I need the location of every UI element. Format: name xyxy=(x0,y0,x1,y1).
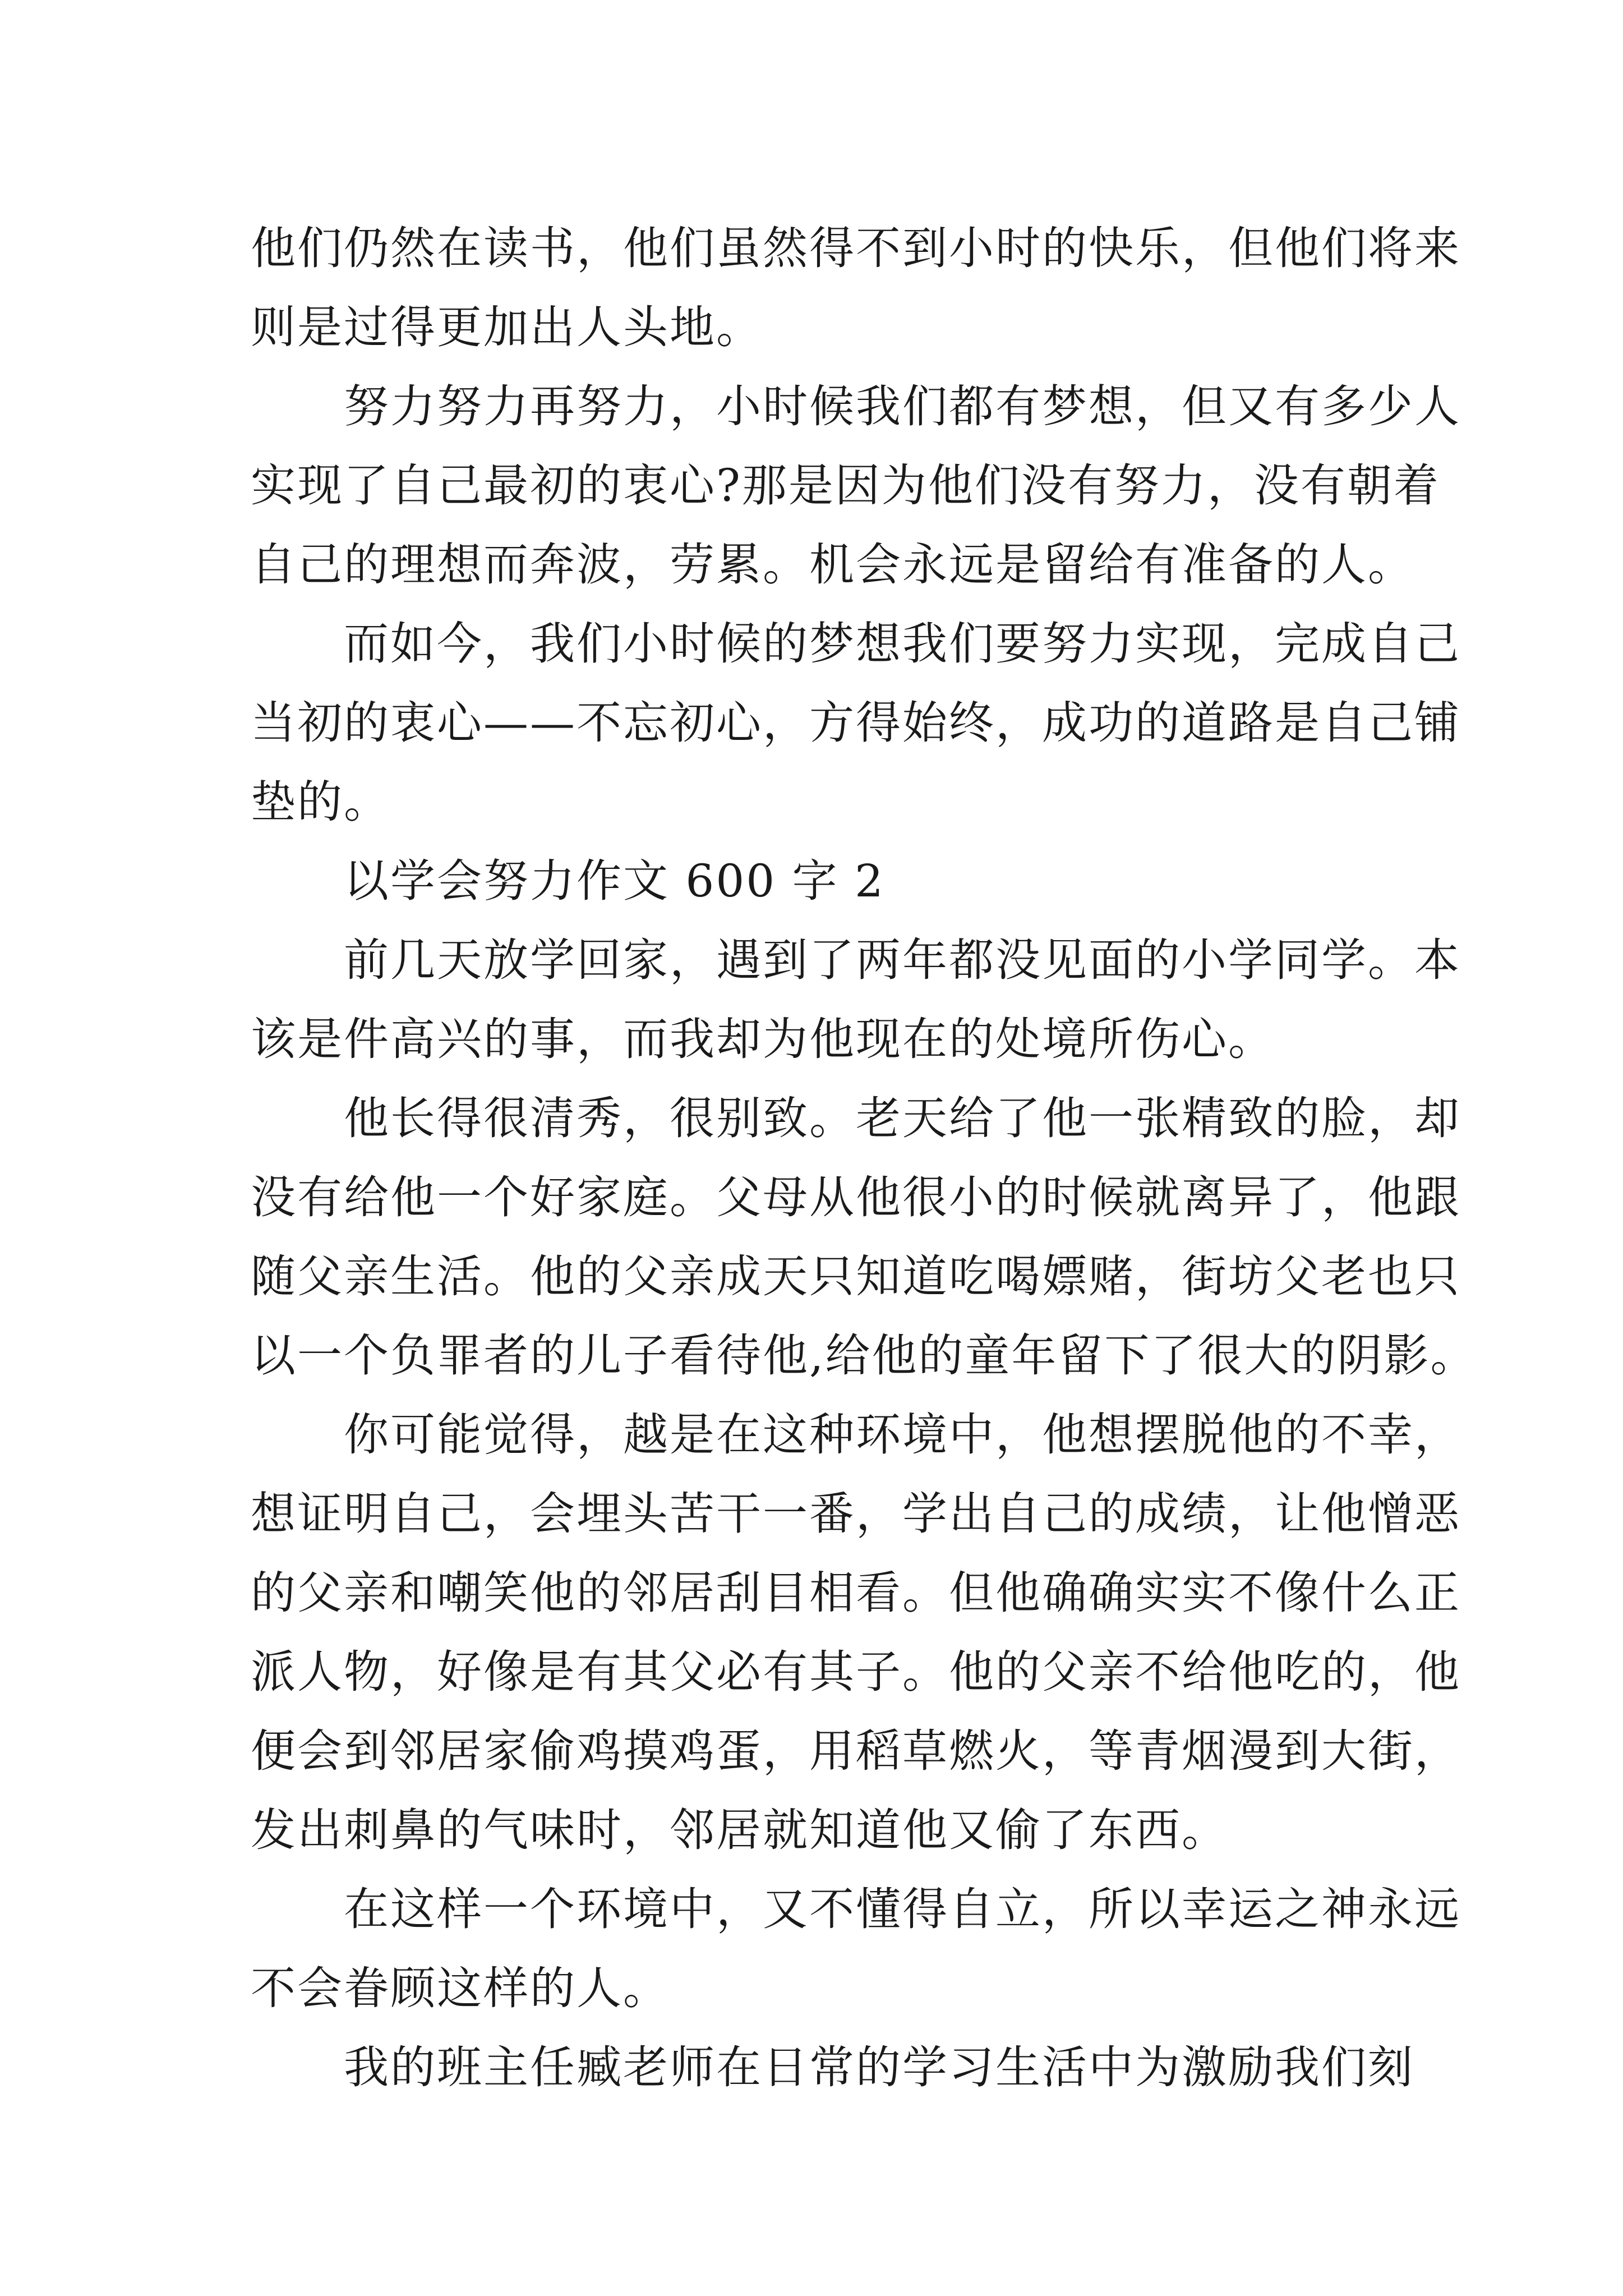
text-line: 随父亲生活。他的父亲成天只知道吃喝嫖赌，街坊父老也只 xyxy=(251,1250,1461,1303)
text-line: 努力努力再努力，小时候我们都有梦想，但又有多少人 xyxy=(251,380,1461,432)
text-line: 前几天放学回家，遇到了两年都没见面的小学同学。本 xyxy=(251,934,1461,986)
text-line: 的父亲和嘲笑他的邻居刮目相看。但他确确实实不像什么正 xyxy=(251,1567,1461,1619)
text-line: 不会眷顾这样的人。 xyxy=(251,1962,670,2014)
text-line: 该是件高兴的事，而我却为他现在的处境所伤心。 xyxy=(251,1013,1275,1065)
section-heading: 以学会努力作文 600 字 2 xyxy=(251,855,885,907)
text-line: 想证明自己，会埋头苦干一番，学出自己的成绩，让他憎恶 xyxy=(251,1488,1461,1540)
text-line: 便会到邻居家偷鸡摸鸡蛋，用稻草燃火，等青烟漫到大街， xyxy=(251,1725,1461,1777)
text-line: 发出刺鼻的气味时，邻居就知道他又偷了东西。 xyxy=(251,1804,1228,1856)
text-line: 实现了自己最初的衷心?那是因为他们没有努力，没有朝着 xyxy=(251,459,1440,512)
text-line: 以一个负罪者的儿子看待他,给他的童年留下了很大的阴影。 xyxy=(251,1329,1477,1382)
text-line: 当初的衷心——不忘初心，方得始终，成功的道路是自己铺 xyxy=(251,697,1461,749)
text-line: 垫的。 xyxy=(251,776,390,828)
text-line: 他长得很清秀，很别致。老天给了他一张精致的脸，却 xyxy=(251,1092,1461,1144)
text-line: 我的班主任臧老师在日常的学习生活中为激励我们刻 xyxy=(251,2041,1414,2093)
text-line: 在这样一个环境中，又不懂得自立，所以幸运之神永远 xyxy=(251,1883,1461,1935)
essay-body xyxy=(251,209,1477,2107)
text-line: 没有给他一个好家庭。父母从他很小的时候就离异了，他跟 xyxy=(251,1171,1461,1223)
text-line: 你可能觉得，越是在这种环境中，他想摆脱他的不幸， xyxy=(251,1409,1461,1461)
text-line: 派人物，好像是有其父必有其子。他的父亲不给他吃的，他 xyxy=(251,1646,1461,1698)
text-line: 则是过得更加出人头地。 xyxy=(251,301,763,353)
text-line: 自己的理想而奔波，劳累。机会永远是留给有准备的人。 xyxy=(251,539,1414,591)
text-line: 而如今，我们小时候的梦想我们要努力实现，完成自己 xyxy=(251,618,1461,670)
text-line: 他们仍然在读书，他们虽然得不到小时的快乐，但他们将来 xyxy=(251,222,1461,274)
